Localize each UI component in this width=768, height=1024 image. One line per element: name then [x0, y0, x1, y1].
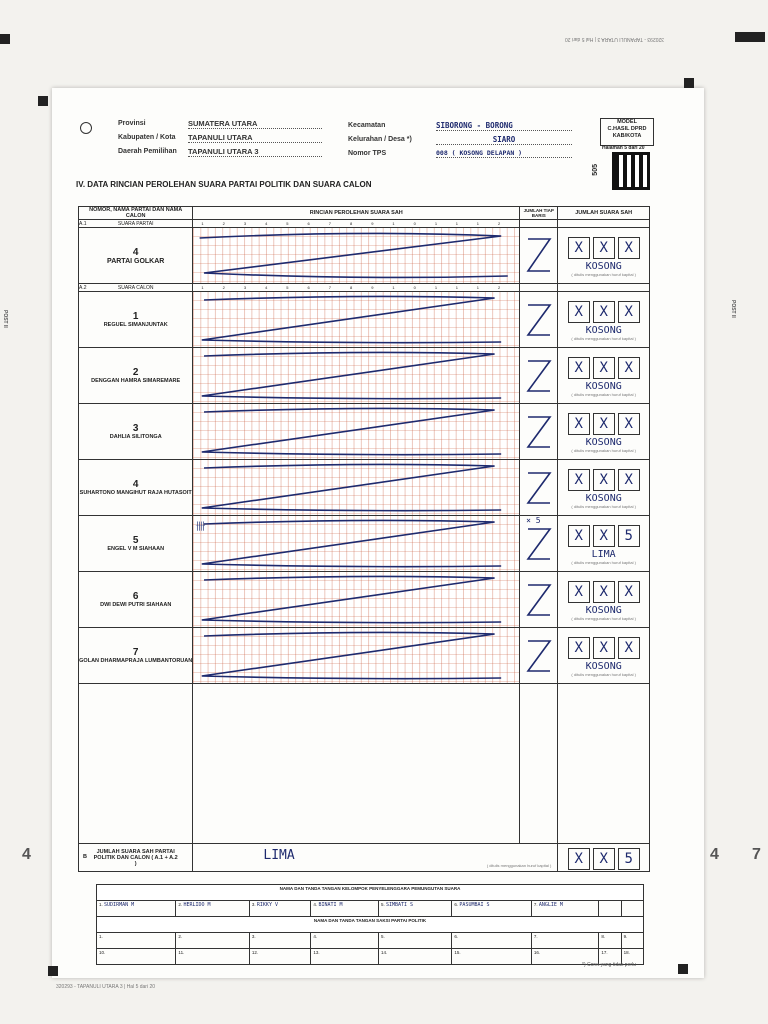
corner-mark: [735, 32, 765, 42]
z-strike-icon: [193, 516, 519, 571]
total-section: B: [83, 854, 87, 860]
corner-mark: [48, 966, 58, 976]
corner-mark: [0, 34, 10, 44]
z-strike-icon: [193, 628, 519, 683]
row-total-cell: [520, 292, 558, 348]
saksi-signature-cell: 6.: [452, 933, 531, 949]
saksi-signature-cell: 4.: [311, 933, 379, 949]
row-total-cell: [520, 404, 558, 460]
candidate-tally-grid: [193, 460, 520, 516]
signature-table: [96, 884, 644, 965]
kpps-name: BINATI M: [318, 902, 343, 908]
section-title: IV. DATA RINCIAN PEROLEHAN SUARA PARTAI POLITIK DAN SUARA CALON: [76, 180, 372, 189]
z-mark-icon: [524, 523, 554, 563]
party-tally-grid: [193, 228, 520, 284]
grid-numbers: 123456789101112: [193, 284, 520, 292]
section-a1-code: A.1: [79, 220, 87, 227]
kpps-title: NAMA DAN TANDA TANGAN KELOMPOK PENYELENGGARA PEMUNGUTAN SUARA: [97, 885, 644, 901]
col-jumlah-suara: JUMLAH SUARA SAH: [558, 207, 650, 220]
saksi-signature-cell: 12.: [249, 949, 311, 965]
kpps-number: 4.: [313, 902, 318, 907]
col-jumlah-baris: JUMLAH TIAP BARIS: [520, 207, 558, 220]
total-boxes: [558, 237, 649, 259]
hint-text: ( ditulis menggunakan huruf kapital ): [571, 671, 636, 677]
saksi-row: [97, 933, 644, 949]
kpps-signature-cell: [378, 901, 451, 917]
saksi-signature-cell: 7.: [531, 933, 599, 949]
total-boxes: [558, 469, 649, 491]
digit-box: X: [593, 237, 615, 259]
total-label: JUMLAH SUARA SAH PARTAI POLITIK DAN CALON ( A.1 + A.2 ): [93, 848, 178, 867]
candidate-cell: [79, 516, 193, 572]
kpps-number: 3.: [251, 902, 256, 907]
candidate-number: 6: [132, 591, 139, 602]
total-boxes: [558, 357, 649, 379]
candidate-number: 2: [132, 367, 139, 378]
blank-row: [79, 684, 650, 844]
candidate-rows: [79, 292, 650, 684]
candidate-row: [79, 572, 650, 628]
candidate-cell: [79, 348, 193, 404]
code-505: 505: [592, 164, 599, 176]
empty-cell: [558, 684, 650, 844]
digit-box: X: [568, 357, 590, 379]
digit-box: X: [618, 413, 640, 435]
tally-grid: [193, 228, 519, 283]
total-label-cell: [79, 844, 193, 872]
candidate-name: DWI DEWI PUTRI SIAHAAN: [100, 602, 172, 608]
candidate-name: REGUEL SIMANJUNTAK: [103, 322, 168, 328]
col-nomor: NOMOR, NAMA PARTAI DAN NAMA CALON: [79, 207, 193, 220]
candidate-cell: [79, 404, 193, 460]
party-total-cell: [558, 228, 650, 284]
digit-box: X: [568, 581, 590, 603]
kpps-number: 7.: [533, 902, 538, 907]
party-number: 4: [132, 246, 139, 258]
bottom-margin-code: 320293 - TAPANULI UTARA 3 | Hal 5 dari 20: [56, 984, 156, 990]
candidate-row: [79, 516, 650, 572]
candidate-tally-grid: [193, 348, 520, 404]
digit-box: X: [568, 237, 590, 259]
saksi-signature-cell: 3.: [249, 933, 311, 949]
kecamatan-label: Kecamatan: [348, 122, 386, 129]
hint-text: ( ditulis menggunakan huruf kapital ): [571, 503, 636, 509]
saksi-signature-cell: 17.: [599, 949, 621, 965]
grand-total-cell: [558, 844, 650, 872]
party-row: [79, 228, 650, 284]
digit-box: 5: [618, 525, 640, 547]
total-boxes: [558, 637, 649, 659]
kpps-number: 6.: [454, 902, 459, 907]
total-boxes: [558, 301, 649, 323]
dapil-value: TAPANULI UTARA 3: [188, 147, 322, 157]
row-total-note: × 5: [526, 516, 541, 525]
z-strike-icon: [193, 404, 519, 459]
total-row: [79, 844, 650, 872]
col-rincian: RINCIAN PEROLEHAN SUARA SAH: [193, 207, 520, 220]
tally-grid: [193, 292, 519, 347]
vote-table: [78, 206, 650, 872]
candidate-name: GOLAN DHARMAPRAJA LUMBANTORUAN: [79, 658, 193, 664]
kpps-signature-cell: [452, 901, 531, 917]
model-box: [600, 118, 654, 146]
candidate-total-cell: [558, 628, 650, 684]
grand-total-words: LIMA: [263, 847, 295, 863]
kelurahan-value: SIARO: [436, 135, 572, 145]
total-boxes: [558, 413, 649, 435]
section-a1-label: SUARA PARTAI: [117, 220, 154, 227]
empty-cell: [520, 220, 558, 228]
digit-box: X: [618, 581, 640, 603]
candidate-name: SUHARTONO MANGIHUT RAJA HUTASOIT: [79, 490, 192, 496]
z-strike-icon: [193, 228, 519, 283]
saksi-signature-cell: 18.: [621, 949, 643, 965]
top-margin-code: 320293 - TAPANULI UTARA 3 | Hal 5 dari 20: [565, 36, 665, 42]
row-total-cell: [520, 516, 558, 572]
side-page-left: 4: [22, 846, 31, 863]
kpps-number: 2.: [178, 902, 183, 907]
z-strike-icon: [193, 460, 519, 515]
digit-box: X: [593, 469, 615, 491]
saksi-signature-cell: 11.: [176, 949, 249, 965]
z-mark-icon: [524, 635, 554, 675]
digit-box: X: [568, 637, 590, 659]
section-a2-row: [79, 284, 650, 292]
kpps-number: 5.: [380, 902, 385, 907]
kpps-name: ANGLIE M: [538, 902, 563, 908]
candidate-row: [79, 292, 650, 348]
digit-box: X: [568, 469, 590, 491]
tally-grid: [193, 404, 519, 459]
tally-grid: [193, 460, 519, 515]
candidate-total-cell: [558, 348, 650, 404]
digit-box: X: [593, 413, 615, 435]
candidate-number: 5: [132, 535, 139, 546]
saksi-signature-cell: 10.: [97, 949, 176, 965]
digit-box: X: [593, 301, 615, 323]
halaman-label: Halaman 5 dari 20: [602, 145, 645, 151]
total-words: KOSONG: [585, 660, 622, 672]
kpps-name: RIKKY V: [256, 902, 278, 908]
candidate-total-cell: [558, 292, 650, 348]
saksi-signature-cell: 9.: [621, 933, 643, 949]
saksi-signature-cell: 16.: [531, 949, 599, 965]
candidate-row: [79, 628, 650, 684]
total-words: KOSONG: [585, 492, 622, 504]
qr-code: [612, 152, 650, 190]
total-words: LIMA: [591, 548, 616, 560]
candidate-cell: [79, 572, 193, 628]
candidate-total-cell: [558, 460, 650, 516]
kpps-signature-cell: [531, 901, 599, 917]
candidate-number: 3: [132, 423, 139, 434]
candidate-number: 4: [132, 479, 139, 490]
saksi-row: [97, 949, 644, 965]
digit-box: X: [618, 301, 640, 323]
empty-cell: [79, 684, 193, 844]
total-boxes: [558, 581, 649, 603]
saksi-signature-cell: 15.: [452, 949, 531, 965]
z-strike-icon: [193, 348, 519, 403]
side-page-right-2: 7: [752, 846, 761, 863]
empty-cell: [193, 684, 520, 844]
saksi-signature-cell: 14.: [378, 949, 451, 965]
saksi-title: NAMA DAN TANDA TANGAN SAKSI PARTAI POLITIK: [97, 917, 644, 933]
empty-cell: [520, 284, 558, 292]
total-words: KOSONG: [585, 260, 622, 272]
candidate-row: [79, 404, 650, 460]
candidate-name: ENGEL V M SIAHAAN: [107, 546, 165, 552]
hint-text: ( ditulis menggunakan huruf kapital ): [571, 447, 636, 453]
empty-cell: [558, 220, 650, 228]
digit-box: X: [568, 413, 590, 435]
side-label-right: POST II: [730, 300, 736, 318]
corner-mark: [684, 78, 694, 88]
z-mark-icon: [524, 235, 554, 275]
digit-box: X: [593, 581, 615, 603]
kabupaten-label: Kabupaten / Kota: [118, 134, 176, 141]
kpps-name: HERLIDO M: [183, 902, 211, 908]
kecamatan-value: SIBORONG - BORONG: [436, 121, 572, 131]
tally-grid: [193, 348, 519, 403]
digit-box: X: [618, 237, 640, 259]
tally-grid: [193, 628, 519, 683]
candidate-number: 7: [132, 647, 139, 658]
hint-text: ( ditulis menggunakan huruf kapital ): [571, 559, 636, 565]
digit-box: X: [568, 848, 590, 870]
digit-box: X: [593, 525, 615, 547]
model-line: MODEL: [617, 119, 637, 125]
candidate-tally-grid: [193, 516, 520, 572]
candidate-name: DAHLIA SILITONGA: [109, 434, 162, 440]
empty-cell: [520, 684, 558, 844]
corner-mark: [678, 964, 688, 974]
tally-grid: [193, 516, 519, 571]
saksi-signature-cell: 1.: [97, 933, 176, 949]
digit-box: 5: [618, 848, 640, 870]
digit-box: X: [618, 357, 640, 379]
model-line: C.HASIL DPRD: [607, 126, 647, 132]
z-mark-icon: [524, 299, 554, 339]
kpps-name: SUDIRMAN M: [104, 902, 135, 908]
model-line: KAB/KOTA: [612, 133, 642, 139]
digit-box: X: [618, 637, 640, 659]
kpps-signature-cell: [249, 901, 311, 917]
candidate-tally-grid: [193, 292, 520, 348]
total-boxes: [558, 525, 649, 547]
footnote: *) Coret yang tidak perlu: [582, 962, 636, 968]
tally-grid: [193, 572, 519, 627]
kabupaten-value: TAPANULI UTARA: [188, 133, 322, 143]
total-words: KOSONG: [585, 436, 622, 448]
kelurahan-label: Kelurahan / Desa *): [348, 136, 412, 143]
section-a2-label: SUARA CALON: [117, 284, 154, 291]
candidate-row: [79, 460, 650, 516]
digit-box: X: [593, 637, 615, 659]
candidate-tally-grid: [193, 404, 520, 460]
kpps-name: PASUMBAI S: [459, 902, 490, 908]
tally-mark: 卌: [195, 522, 206, 533]
section-a1-row: [79, 220, 650, 228]
kpps-signature-cell: [311, 901, 379, 917]
row-total-cell: [520, 348, 558, 404]
candidate-total-cell: [558, 516, 650, 572]
hint-text: ( ditulis menggunakan huruf kapital ): [486, 862, 552, 868]
side-label-left: POST II: [2, 310, 8, 328]
empty-cell: [558, 284, 650, 292]
z-mark-icon: [524, 467, 554, 507]
empty-signature-cell: [599, 901, 621, 917]
z-strike-icon: [193, 292, 519, 347]
hint-text: ( ditulis menggunakan huruf kapital ): [571, 271, 636, 277]
party-name: PARTAI GOLKAR: [107, 257, 165, 265]
hint-text: ( ditulis menggunakan huruf kapital ): [571, 615, 636, 621]
corner-mark: [38, 96, 48, 106]
z-strike-icon: [193, 572, 519, 627]
saksi-signature-cell: 13.: [311, 949, 379, 965]
total-words: KOSONG: [585, 324, 622, 336]
row-total-cell: [520, 460, 558, 516]
tps-value: 008 ( KOSONG DELAPAN ): [436, 149, 572, 158]
logo-icon: [80, 122, 92, 134]
total-words: KOSONG: [585, 604, 622, 616]
z-mark-icon: [524, 579, 554, 619]
tps-label: Nomor TPS: [348, 150, 387, 157]
candidate-cell: [79, 292, 193, 348]
table-header-row: [79, 207, 650, 220]
grand-total-boxes: [558, 848, 649, 870]
candidate-name: DENGGAN HAMRA SIMAREMARE: [91, 378, 181, 384]
digit-box: X: [593, 848, 615, 870]
dapil-label: Daerah Pemilihan: [118, 148, 177, 155]
candidate-row: [79, 348, 650, 404]
provinsi-label: Provinsi: [118, 120, 146, 127]
side-page-right: 4: [710, 846, 719, 863]
hint-text: ( ditulis menggunakan huruf kapital ): [571, 391, 636, 397]
grid-numbers: 123456789101112: [193, 220, 520, 228]
digit-box: X: [618, 469, 640, 491]
z-mark-icon: [524, 355, 554, 395]
digit-box: X: [593, 357, 615, 379]
candidate-tally-grid: [193, 572, 520, 628]
kpps-number: 1.: [99, 902, 103, 907]
total-words: KOSONG: [585, 380, 622, 392]
digit-box: X: [568, 525, 590, 547]
candidate-tally-grid: [193, 628, 520, 684]
saksi-signature-cell: 8.: [599, 933, 621, 949]
digit-box: X: [568, 301, 590, 323]
section-a2-code: A.2: [79, 284, 87, 291]
saksi-signature-cell: 2.: [176, 933, 249, 949]
section-a1: [79, 220, 193, 228]
kpps-name: SIMBATI S: [385, 902, 414, 908]
row-total-cell: [520, 628, 558, 684]
kpps-signature-cell: [97, 901, 176, 917]
party-cell: [79, 228, 193, 284]
empty-signature-cell: [621, 901, 643, 917]
candidate-cell: [79, 628, 193, 684]
kpps-row: [97, 901, 644, 917]
candidate-cell: [79, 460, 193, 516]
total-words-cell: [193, 844, 558, 872]
row-total-cell: [520, 572, 558, 628]
saksi-signature-cell: 5.: [378, 933, 451, 949]
candidate-total-cell: [558, 572, 650, 628]
z-mark-icon: [524, 411, 554, 451]
candidate-total-cell: [558, 404, 650, 460]
form-sheet: [52, 88, 704, 978]
provinsi-value: SUMATERA UTARA: [188, 119, 322, 129]
hint-text: ( ditulis menggunakan huruf kapital ): [571, 335, 636, 341]
section-a2: [79, 284, 193, 292]
candidate-number: 1: [132, 311, 139, 322]
row-total-cell: [520, 228, 558, 284]
kpps-signature-cell: [176, 901, 249, 917]
